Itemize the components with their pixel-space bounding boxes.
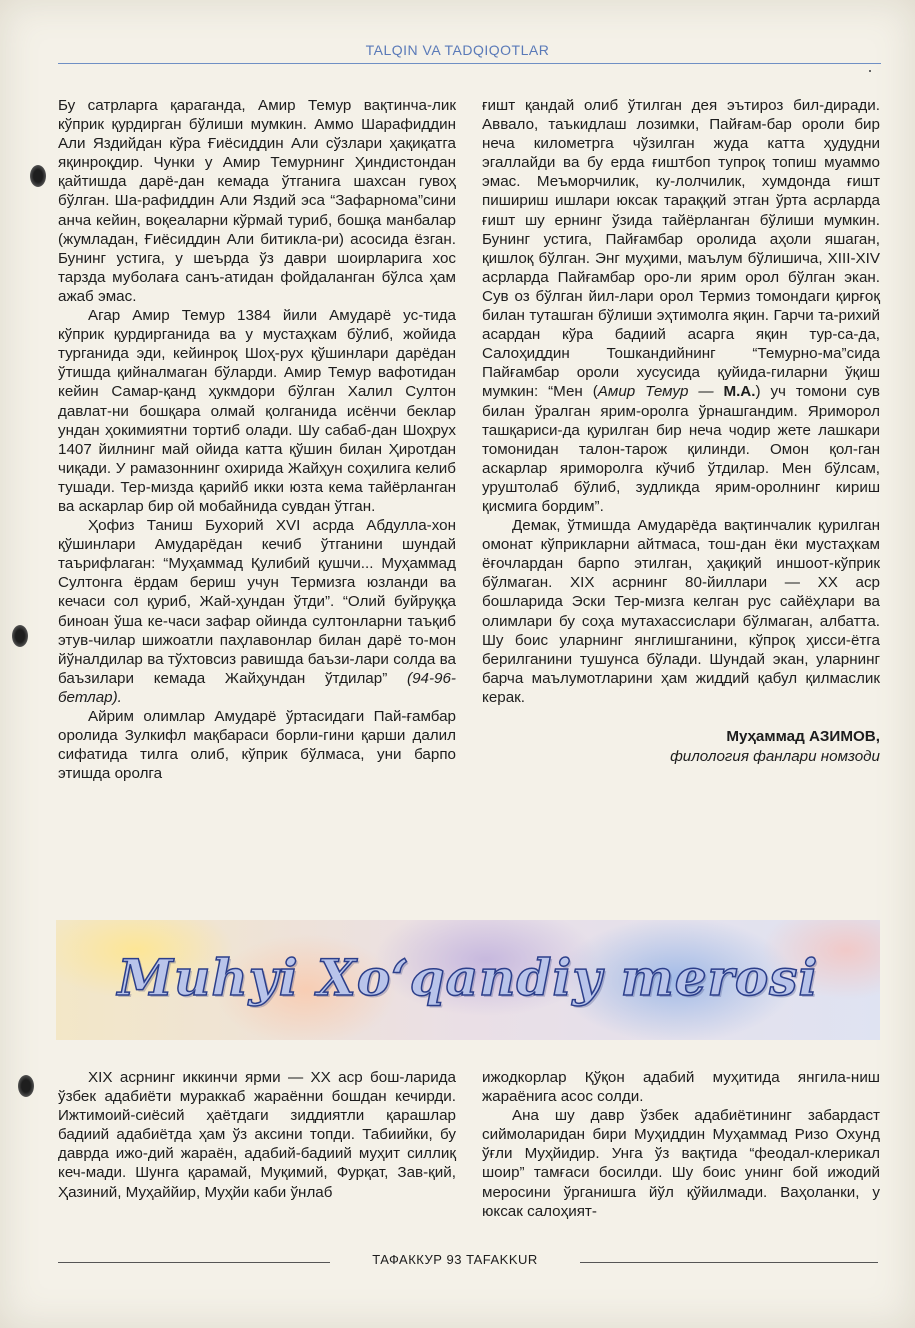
section-title: TALQIN VA TADQIQOTLAR [365,42,550,58]
footer-rule-left [58,1262,330,1263]
initials: М.А. [723,383,756,401]
author-name: Муҳаммад АЗИМОВ, [726,728,880,745]
paragraph: Бу сатрларга қараганда, Амир Темур вақтинча-лик кўприк қурдирган бўлиши мумкин. Аммо Шарафиддин Али Яздийдан кўра Ғиёсиддин Али сўзлари ҳақиқатга яқинроқдир. Чунки у Амир Темурнинг Ҳиндистондан қайтишда дарё-дан кемада ўтганига шахсан гувоҳ бўлган. Ша-рафиддин Али Яздий эса “Зафарнома”сини анча кейин, воқеаларни кўрмай туриб, бошқа манбалар (жумладан, Ғиёсиддин Али битикла-ри) асосида ёзган. Бунинг устига, у шеърда ўз даври шоирларига хос тарзда муболаға санъ-атидан фойдаланган бўлса ҳам ажаб эмас. [58,97,456,305]
page-reference: (94-96-бетлар). [58,669,456,706]
paragraph [482,96,880,516]
header-rule [58,63,881,64]
paragraph: Демак, ўтмишда Амударёда вақтинчалик қурилган омонат кўприкларни айтмаса, тош-дан ёки мустаҳкам ёғочлардан барпо этилган, ҳақиқий иншоот-кўприк бўлмаган. XIX асрнинг 80-йиллари — XX аср бошларида Эски Тер-мизга келган рус сайёҳлари ва олимлари бу соҳа мутахассислари бўлмаган, албатта. Шу боис уларнинг янглишганини, кўпроқ ҳисси-ётга берилганини тушунса бўлади. Шундай экан, уларнинг барча маълумотларини ҳам жиддий қабул қилмаслик керак. [482,517,880,706]
page-footer: ТАФАККУР 93 TAFAKKUR [372,1252,538,1267]
footer-rule-right [580,1262,878,1263]
article-banner [56,920,880,1040]
header-mark [869,70,871,72]
article2-column-left [58,1068,456,1202]
paragraph: ижодкорлар Қўқон адабий муҳитида янгила-ниш жараёнига асос солди. [482,1069,880,1106]
paragraph: Ана шу давр ўзбек адабиётининг забардаст сиймоларидан бири Муҳиддин Муҳаммад Ризо Охунд ўғли Муҳйидир. Унга ўз вақтида “феодал-клерикал шоир” тамғаси босилди. Шу боис унинг бой ижодий меросини ўрганишга йўл қўйилмади. Ваҳоланки, у юксак салоҳият- [482,1107,880,1220]
text-run: ғишт қандай олиб ўтилган дея эътироз бил-диради. Аввало, таъкидлаш лозимки, Пайғам-бар ороли бир неча километрга чўзилган жуда катта ҳудудни эгаллайди ва бу ерда ғиштбоп тупроқ топиш муаммо эмас. Меъморчилик, ку-лолчилик, хумдонда ғишт пишириш ишлари юксак тараққий этган ўрта асрларда ғишт шу ернинг ўзида тайёрланган бўлиши мумкин. Бунинг устига, Пайғамбар оролида аҳоли яшаган, қишлоқ бўлган. Энг муҳими, маълум бўлишича, XIII-XIV асрларда Пайғамбар оро-ли ярим орол бўлган экан. Сув оз бўлган йил-лари орол Термиз томондаги қирғоқ билан туташган бўлиши эҳтимолга яқин. Гарчи та-рихий асардан кўра бадиий асарга яқин тур-са-да, Салоҳиддин Тошкандийнинг “Темурно-ма”сида Пайғамбар ороли хусусида қуйида-гиларни ўқиш мумкин: “Мен ( [482,97,880,401]
article2-column-right [482,1068,880,1221]
quote-text: Ҳофиз Таниш Бухорий XVI асрда Абдулла-хон қўшинлари Амударёдан кечиб ўтганини шундай таърифлаган: “Муҳаммад Қулибий қушчи... Муҳаммад Султонга ёрдам бериш учун Термизга юзланди ва кечаси сол қуриб, Жай-ҳундан ўтди”. “Олий буйруққа биноан ўша ке-часи зафар ойинда султонларни таъқиб этув-чилар шижоатли паҳлавонлар билан дарё то-мон йўналдилар ва тўхтовсиз равишда баъзи-лари солда ва баъзилари кемада Жайҳундан ўтдилар” [58,517,456,687]
article1-column-right [482,96,880,766]
binder-hole-1 [30,165,46,187]
paragraph: Айрим олимлар Амударё ўртасидаги Пай-ғамбар оролида Зулкифл мақбараси борли-гини қарши далил сифатида тилга олиб, кўприк бўлмаса, уни барпо этишда оролга [58,708,456,783]
article-title: Muhyi Xo‘qandiy merosi [117,948,819,1007]
article1-column-left [58,96,456,783]
paragraph [58,516,456,707]
text-run: ) уч томони сув билан ўралган ярим-оролга ўрнашгандим. Яриморол ташқариси-да қурилган бир неча чодир жете лашкари томонидан талон-тарож қилинди. Омон қол-ган аскарлар яриморолга кўчиб ўтдилар. Мен бўлсам, уруштолаб бўлиб, зудликда ярим-оролнинг кириш қисмига бордим”. [482,383,880,515]
author-affiliation: филология фанлари номзоди [670,748,880,766]
italic-aside: Амир Темур — [597,383,714,401]
paragraph: XIX асрнинг иккинчи ярми — XX аср бош-ларида ўзбек адабиёти мураккаб жараённи бошдан кечирди. Ижтимоий-сиёсий ҳаётдаги зиддиятли қарашлар бадиий адабиётда ҳам ўз аксини топди. Табиийки, бу даврда ижо-дий жараён, адабий-бадиий муҳит силлиқ кеч-мади. Шунга қарамай, Муқимий, Фурқат, Зав-қий, Ҳазиний, Муҳаййир, Муҳйи каби ўнлаб [58,1069,456,1201]
paragraph: Агар Амир Темур 1384 йили Амударё ус-тида кўприк қурдирганида ва у мустаҳкам бўлиб, жойида турганида эди, кейинроқ Шоҳ-рух қўшинлари дарёдан ўтишда қийналмаган бўларди. Амир Темур вафотидан кейин Самар-қанд ҳукмдори бўлган Халил Султон давлат-ни бошқара олмай қолганида исёнчи беклар ундан ҳокимиятни тортиб олади. Шу сабаб-дан Шоҳрух 1407 йилнинг май ойида катта қўшин билан Ҳиротдан чиқади. У рамазоннинг охирида Жайҳун соҳилига келиб тушади. Тер-мизда қарийб икки юзта кема тайёрланган ва аскарлар бир ой мобайнида сувдан ўтган. [58,307,456,515]
binder-hole-2 [12,625,28,647]
binder-hole-3 [18,1075,34,1097]
